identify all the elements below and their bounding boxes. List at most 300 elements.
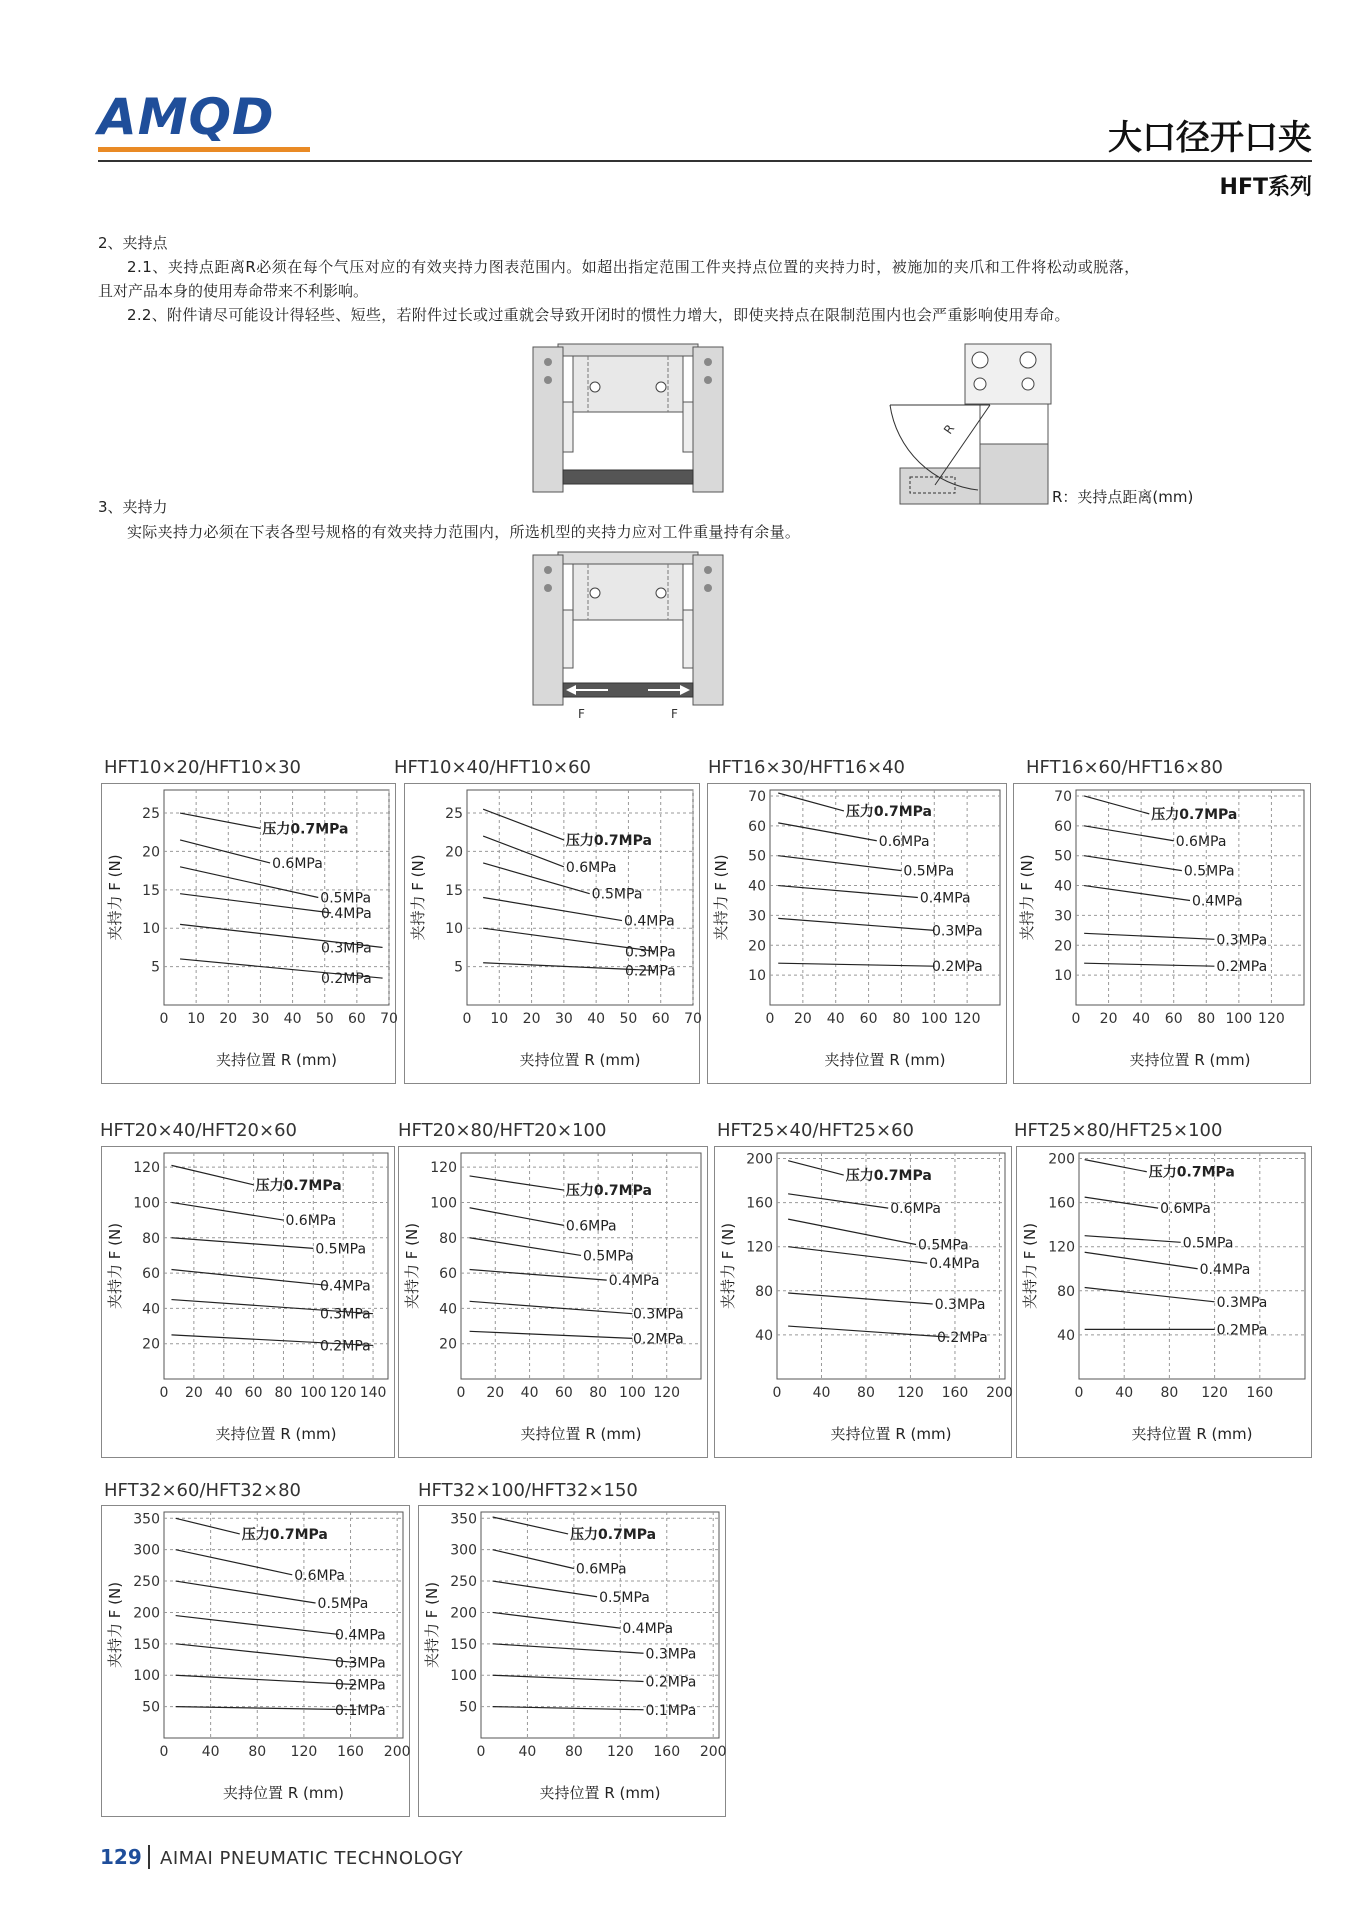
series-label: 0.3MPa bbox=[625, 944, 676, 961]
series-line-2 bbox=[493, 1581, 597, 1597]
y-tick-label: 120 bbox=[1048, 1239, 1075, 1256]
y-tick-label: 25 bbox=[142, 806, 160, 823]
y-tick-label: 10 bbox=[1054, 968, 1072, 985]
page-number: 129 bbox=[100, 1845, 142, 1869]
series-line-3 bbox=[180, 894, 331, 913]
series-line-1 bbox=[176, 1550, 293, 1575]
series-label: 0.5MPa bbox=[599, 1589, 650, 1606]
series-line-2 bbox=[176, 1581, 316, 1603]
x-tick-label: 0 bbox=[462, 1011, 472, 1027]
y-tick-label: 60 bbox=[1054, 818, 1072, 835]
series-line-4 bbox=[493, 1644, 644, 1653]
y-tick-label: 20 bbox=[1054, 938, 1072, 955]
x-tick-label: 50 bbox=[315, 1011, 334, 1027]
series-line-0 bbox=[778, 793, 844, 811]
footer-company: AIMAI PNEUMATIC TECHNOLOGY bbox=[160, 1848, 464, 1869]
series-line-4 bbox=[1085, 1287, 1215, 1301]
series-label: 0.4MPa bbox=[929, 1256, 980, 1273]
series-label: 0.5MPa bbox=[583, 1248, 634, 1265]
series-label: 0.5MPa bbox=[317, 1596, 369, 1613]
series-line-5 bbox=[493, 1675, 644, 1681]
chart-title-10: HFT32×100/HFT32×150 bbox=[418, 1480, 638, 1501]
series-label: 0.5MPa bbox=[315, 1241, 367, 1258]
chart-4 bbox=[1013, 783, 1311, 1084]
y-tick-label: 100 bbox=[133, 1195, 160, 1212]
series-label: 0.2MPa bbox=[937, 1330, 988, 1347]
y-tick-label: 70 bbox=[1054, 788, 1072, 805]
chart-3 bbox=[707, 783, 1007, 1084]
y-tick-label: 40 bbox=[1057, 1327, 1075, 1344]
x-tick-label: 20 bbox=[793, 1011, 812, 1027]
series-label: 压力0.7MPa bbox=[845, 1168, 932, 1185]
x-tick-label: 60 bbox=[1164, 1011, 1183, 1027]
series-label: 0.6MPa bbox=[575, 1561, 627, 1578]
y-tick-label: 160 bbox=[746, 1195, 773, 1212]
x-tick-label: 80 bbox=[248, 1744, 267, 1760]
section3-text: 实际夹持力必须在下表各型号规格的有效夹持力范围内，所选机型的夹持力应对工件重量持有余量。 bbox=[127, 523, 801, 541]
y-tick-label: 5 bbox=[454, 959, 463, 976]
series-label: 0.4MPa bbox=[623, 913, 675, 930]
chart-title-5: HFT20×40/HFT20×60 bbox=[100, 1120, 297, 1141]
section3-heading: 3、夹持力 bbox=[98, 498, 168, 516]
series-label: 0.3MPa bbox=[320, 1306, 371, 1323]
chart-2 bbox=[404, 783, 700, 1084]
series-label: 0.5MPa bbox=[1182, 1235, 1234, 1252]
chart-title-2: HFT10×40/HFT10×60 bbox=[394, 757, 591, 778]
r-dimension-label: R bbox=[940, 421, 958, 437]
gripper-side-drawing bbox=[870, 340, 1055, 510]
x-axis-label: 夹持位置 R (mm) bbox=[223, 1784, 344, 1802]
x-tick-label: 60 bbox=[554, 1385, 573, 1401]
series-line-1 bbox=[470, 1208, 564, 1226]
y-axis-label: 夹持力 F (N) bbox=[1018, 854, 1036, 941]
y-tick-label: 80 bbox=[142, 1230, 160, 1247]
x-tick-label: 40 bbox=[201, 1744, 220, 1760]
series-line-3 bbox=[493, 1612, 621, 1628]
series-label: 0.3MPa bbox=[645, 1646, 697, 1663]
y-tick-label: 300 bbox=[133, 1542, 160, 1559]
x-tick-label: 120 bbox=[953, 1011, 981, 1027]
x-tick-label: 100 bbox=[920, 1011, 948, 1027]
y-tick-label: 200 bbox=[133, 1605, 160, 1622]
x-tick-label: 0 bbox=[159, 1011, 169, 1027]
y-tick-label: 10 bbox=[142, 921, 160, 938]
y-tick-label: 200 bbox=[746, 1151, 773, 1168]
series-line-3 bbox=[778, 886, 918, 898]
y-tick-label: 50 bbox=[459, 1699, 477, 1716]
y-tick-label: 80 bbox=[1057, 1283, 1075, 1300]
brand-logo: AMQD bbox=[98, 88, 275, 146]
series-label: 0.4MPa bbox=[320, 1278, 371, 1295]
x-tick-label: 0 bbox=[1074, 1385, 1084, 1401]
x-tick-label: 120 bbox=[329, 1385, 357, 1401]
x-tick-label: 0 bbox=[476, 1744, 486, 1760]
x-tick-label: 0 bbox=[159, 1744, 169, 1760]
y-tick-label: 20 bbox=[142, 1336, 160, 1353]
y-tick-label: 10 bbox=[445, 921, 463, 938]
series-line-5 bbox=[778, 963, 934, 966]
y-tick-label: 120 bbox=[430, 1160, 457, 1177]
y-tick-label: 350 bbox=[133, 1511, 160, 1528]
x-tick-label: 20 bbox=[522, 1011, 541, 1027]
x-axis-label: 夹持位置 R (mm) bbox=[215, 1425, 337, 1443]
series-line-2 bbox=[1084, 856, 1182, 871]
chart-10 bbox=[418, 1505, 726, 1817]
series-label: 0.6MPa bbox=[565, 1218, 617, 1235]
x-tick-label: 200 bbox=[383, 1744, 411, 1760]
x-tick-label: 0 bbox=[772, 1385, 782, 1401]
y-tick-label: 50 bbox=[1054, 848, 1072, 865]
x-axis-label: 夹持位置 R (mm) bbox=[1129, 1051, 1251, 1069]
y-axis-label: 夹持力 F (N) bbox=[409, 854, 427, 941]
chart-svg bbox=[419, 1506, 725, 1816]
x-tick-label: 80 bbox=[1160, 1385, 1179, 1401]
series-line-3 bbox=[788, 1247, 927, 1264]
chart-title-8: HFT25×80/HFT25×100 bbox=[1014, 1120, 1223, 1141]
series-label: 压力0.7MPa bbox=[1151, 806, 1238, 823]
plot-area bbox=[1079, 1153, 1305, 1379]
series-line-2 bbox=[788, 1219, 916, 1244]
series-label: 0.4MPa bbox=[1199, 1261, 1251, 1278]
series-line-1 bbox=[788, 1194, 888, 1208]
chart-6 bbox=[398, 1146, 708, 1458]
section2-2-text: 2.2、附件请尽可能设计得轻些、短些，若附件过长或过重就会导致开闭时的惯性力增大，即使夹持点在限制范围内也会严重影响使用寿命。 bbox=[127, 306, 1070, 324]
series-label: 压力0.7MPa bbox=[241, 1526, 328, 1543]
y-tick-label: 300 bbox=[450, 1542, 477, 1559]
x-axis-label: 夹持位置 R (mm) bbox=[1131, 1425, 1253, 1443]
gripper-force-drawing bbox=[528, 550, 733, 720]
series-label: 0.2MPa bbox=[625, 963, 676, 980]
x-tick-label: 70 bbox=[380, 1011, 398, 1027]
x-tick-label: 120 bbox=[290, 1744, 318, 1760]
x-tick-label: 0 bbox=[765, 1011, 775, 1027]
x-tick-label: 200 bbox=[699, 1744, 727, 1760]
x-tick-label: 160 bbox=[337, 1744, 364, 1760]
series-line-0 bbox=[176, 1518, 240, 1534]
footer-separator bbox=[148, 1845, 150, 1869]
y-tick-label: 150 bbox=[450, 1636, 477, 1653]
y-tick-label: 50 bbox=[142, 1699, 160, 1716]
series-label: 0.3MPa bbox=[321, 940, 372, 957]
series-label: 0.3MPa bbox=[1216, 1294, 1268, 1311]
y-tick-label: 60 bbox=[439, 1266, 457, 1283]
x-tick-label: 120 bbox=[897, 1385, 924, 1401]
force-label-left: F bbox=[578, 707, 585, 721]
series-label: 0.5MPa bbox=[320, 890, 372, 907]
y-tick-label: 120 bbox=[133, 1160, 160, 1177]
x-tick-label: 120 bbox=[606, 1744, 634, 1760]
x-tick-label: 40 bbox=[587, 1011, 606, 1027]
series-label: 0.6MPa bbox=[565, 859, 617, 876]
series-label: 压力0.7MPa bbox=[570, 1526, 657, 1543]
chart-svg bbox=[399, 1147, 707, 1457]
y-tick-label: 40 bbox=[142, 1301, 160, 1318]
y-tick-label: 30 bbox=[748, 908, 766, 925]
series-label: 0.2MPa bbox=[321, 971, 372, 988]
chart-title-7: HFT25×40/HFT25×60 bbox=[717, 1120, 914, 1141]
x-tick-label: 160 bbox=[941, 1385, 969, 1401]
series-label: 0.5MPa bbox=[918, 1237, 969, 1254]
y-tick-label: 20 bbox=[445, 844, 463, 861]
x-tick-label: 160 bbox=[1246, 1385, 1274, 1401]
series-label: 压力0.7MPa bbox=[845, 803, 933, 820]
y-axis-label: 夹持力 F (N) bbox=[106, 1581, 124, 1669]
series-label: 0.6MPa bbox=[1175, 833, 1227, 850]
series-line-3 bbox=[171, 1270, 328, 1286]
series-label: 0.3MPa bbox=[335, 1655, 386, 1672]
y-tick-label: 80 bbox=[439, 1230, 457, 1247]
series-label: 0.4MPa bbox=[608, 1273, 660, 1290]
x-tick-label: 100 bbox=[619, 1385, 646, 1401]
x-tick-label: 40 bbox=[214, 1385, 233, 1401]
x-tick-label: 20 bbox=[184, 1385, 203, 1401]
y-axis-label: 夹持力 F (N) bbox=[403, 1222, 421, 1310]
chart-title-1: HFT10×20/HFT10×30 bbox=[104, 757, 301, 778]
chart-title-3: HFT16×30/HFT16×40 bbox=[708, 757, 905, 778]
series-line-4 bbox=[470, 1301, 633, 1313]
series-line-5 bbox=[788, 1326, 949, 1337]
x-tick-label: 120 bbox=[653, 1385, 681, 1401]
chart-svg bbox=[715, 1147, 1011, 1457]
x-tick-label: 40 bbox=[283, 1011, 302, 1027]
y-tick-label: 100 bbox=[450, 1668, 477, 1685]
series-line-0 bbox=[483, 809, 564, 840]
x-tick-label: 30 bbox=[251, 1011, 270, 1027]
series-line-2 bbox=[470, 1238, 581, 1256]
x-tick-label: 80 bbox=[274, 1385, 293, 1401]
y-tick-label: 70 bbox=[748, 788, 766, 805]
chart-title-6: HFT20×80/HFT20×100 bbox=[398, 1120, 607, 1141]
series-line-3 bbox=[470, 1270, 607, 1281]
chart-title-4: HFT16×60/HFT16×80 bbox=[1026, 757, 1223, 778]
header-divider bbox=[98, 160, 1312, 162]
chart-svg bbox=[1014, 784, 1310, 1083]
x-tick-label: 200 bbox=[986, 1385, 1013, 1401]
y-axis-label: 夹持力 F (N) bbox=[423, 1581, 441, 1669]
y-axis-label: 夹持力 F (N) bbox=[106, 854, 124, 941]
series-label: 0.2MPa bbox=[1216, 1322, 1268, 1339]
y-tick-label: 25 bbox=[445, 806, 463, 823]
gripper-drawing-top bbox=[528, 342, 733, 502]
section2-1-line2: 且对产品本身的使用寿命带来不利影响。 bbox=[98, 282, 369, 300]
series-label: 0.3MPa bbox=[934, 1297, 986, 1314]
series-line-0 bbox=[171, 1165, 253, 1184]
series-line-4 bbox=[778, 918, 934, 930]
series-line-3 bbox=[176, 1616, 339, 1635]
series-label: 0.6MPa bbox=[272, 855, 323, 872]
series-label: 0.2MPa bbox=[633, 1331, 684, 1348]
x-tick-label: 60 bbox=[244, 1385, 263, 1401]
x-tick-label: 0 bbox=[456, 1385, 466, 1401]
y-tick-label: 20 bbox=[748, 938, 766, 955]
series-label: 0.6MPa bbox=[285, 1213, 337, 1230]
x-axis-label: 夹持位置 R (mm) bbox=[216, 1051, 337, 1069]
x-tick-label: 20 bbox=[1099, 1011, 1118, 1027]
x-tick-label: 80 bbox=[564, 1744, 583, 1760]
x-axis-label: 夹持位置 R (mm) bbox=[824, 1051, 946, 1069]
series-label: 0.3MPa bbox=[1216, 932, 1268, 949]
x-tick-label: 40 bbox=[1115, 1385, 1134, 1401]
chart-9 bbox=[101, 1505, 410, 1817]
x-tick-label: 160 bbox=[653, 1744, 681, 1760]
x-tick-label: 60 bbox=[651, 1011, 670, 1027]
section2-heading: 2、夹持点 bbox=[98, 234, 168, 252]
y-tick-label: 100 bbox=[430, 1195, 457, 1212]
y-tick-label: 30 bbox=[1054, 908, 1072, 925]
y-tick-label: 20 bbox=[142, 844, 160, 861]
series-label: 0.3MPa bbox=[932, 923, 983, 940]
y-tick-label: 15 bbox=[445, 882, 463, 899]
series-label: 0.2MPa bbox=[932, 959, 983, 976]
y-tick-label: 100 bbox=[133, 1668, 160, 1685]
y-tick-label: 200 bbox=[450, 1605, 477, 1622]
series-line-0 bbox=[788, 1161, 844, 1175]
r-caption: R：夹持点距离(mm) bbox=[1052, 488, 1194, 506]
series-label: 0.1MPa bbox=[645, 1702, 697, 1719]
y-tick-label: 350 bbox=[450, 1511, 477, 1528]
y-tick-label: 40 bbox=[1054, 878, 1072, 895]
series-label: 0.4MPa bbox=[622, 1621, 674, 1638]
y-tick-label: 5 bbox=[151, 959, 160, 976]
series-line-2 bbox=[778, 856, 901, 871]
series-line-0 bbox=[180, 813, 260, 828]
x-axis-label: 夹持位置 R (mm) bbox=[520, 1425, 642, 1443]
x-tick-label: 80 bbox=[857, 1385, 875, 1401]
y-tick-label: 60 bbox=[142, 1266, 160, 1283]
series-label: 压力0.7MPa bbox=[262, 821, 349, 838]
x-tick-label: 120 bbox=[1258, 1011, 1285, 1027]
y-tick-label: 20 bbox=[439, 1336, 457, 1353]
x-tick-label: 80 bbox=[892, 1011, 911, 1027]
x-tick-label: 80 bbox=[1197, 1011, 1216, 1027]
x-tick-label: 100 bbox=[299, 1385, 327, 1401]
series-label: 0.6MPa bbox=[890, 1201, 941, 1218]
chart-8 bbox=[1016, 1146, 1312, 1458]
x-tick-label: 70 bbox=[684, 1011, 702, 1027]
series-line-4 bbox=[176, 1644, 357, 1663]
series-line-0 bbox=[493, 1517, 568, 1534]
chart-svg bbox=[708, 784, 1006, 1083]
y-tick-label: 200 bbox=[1048, 1151, 1075, 1168]
y-tick-label: 160 bbox=[1048, 1195, 1075, 1212]
series-line-5 bbox=[1084, 963, 1214, 966]
series-line-3 bbox=[1085, 1252, 1198, 1269]
x-tick-label: 0 bbox=[1071, 1011, 1081, 1027]
series-title: HFT系列 bbox=[1219, 175, 1312, 200]
series-label: 0.4MPa bbox=[335, 1627, 386, 1644]
series-label: 0.1MPa bbox=[335, 1702, 386, 1719]
series-label: 0.5MPa bbox=[1183, 863, 1235, 880]
y-tick-label: 60 bbox=[748, 818, 766, 835]
chart-svg bbox=[102, 784, 398, 1083]
series-line-4 bbox=[1084, 933, 1214, 939]
chart-svg bbox=[102, 1147, 394, 1457]
y-tick-label: 250 bbox=[133, 1574, 160, 1591]
x-tick-label: 10 bbox=[187, 1011, 206, 1027]
series-label: 0.5MPa bbox=[591, 886, 643, 903]
series-label: 0.4MPa bbox=[321, 905, 372, 922]
series-line-0 bbox=[470, 1176, 564, 1190]
series-label: 0.3MPa bbox=[633, 1306, 684, 1323]
series-label: 0.6MPa bbox=[1160, 1201, 1211, 1218]
y-tick-label: 40 bbox=[755, 1327, 773, 1344]
chart-title-9: HFT32×60/HFT32×80 bbox=[104, 1480, 301, 1501]
x-tick-label: 20 bbox=[486, 1385, 505, 1401]
y-tick-label: 15 bbox=[142, 882, 160, 899]
series-label: 0.6MPa bbox=[294, 1567, 345, 1584]
series-line-1 bbox=[493, 1550, 574, 1569]
series-label: 压力0.7MPa bbox=[565, 1183, 652, 1200]
logo-underline bbox=[98, 147, 310, 152]
y-axis-label: 夹持力 F (N) bbox=[712, 854, 730, 941]
series-label: 0.6MPa bbox=[878, 833, 930, 850]
x-tick-label: 20 bbox=[219, 1011, 238, 1027]
x-axis-label: 夹持位置 R (mm) bbox=[539, 1784, 661, 1802]
y-tick-label: 10 bbox=[748, 968, 766, 985]
series-line-5 bbox=[470, 1331, 633, 1338]
x-tick-label: 60 bbox=[859, 1011, 878, 1027]
series-label: 0.2MPa bbox=[1216, 959, 1268, 976]
y-tick-label: 150 bbox=[133, 1636, 160, 1653]
series-label: 0.2MPa bbox=[645, 1674, 697, 1691]
chart-1 bbox=[101, 783, 396, 1084]
series-line-2 bbox=[1085, 1236, 1181, 1243]
x-axis-label: 夹持位置 R (mm) bbox=[830, 1425, 952, 1443]
x-axis-label: 夹持位置 R (mm) bbox=[519, 1051, 641, 1069]
series-line-4 bbox=[788, 1293, 933, 1304]
chart-7 bbox=[714, 1146, 1012, 1458]
series-line-1 bbox=[1084, 826, 1174, 841]
x-tick-label: 120 bbox=[1201, 1385, 1228, 1401]
chart-svg bbox=[405, 784, 702, 1083]
x-tick-label: 140 bbox=[359, 1385, 387, 1401]
chart-svg bbox=[1017, 1147, 1311, 1457]
x-tick-label: 60 bbox=[347, 1011, 366, 1027]
series-label: 压力0.7MPa bbox=[565, 832, 652, 849]
x-tick-label: 50 bbox=[619, 1011, 638, 1027]
x-tick-label: 40 bbox=[1132, 1011, 1151, 1027]
series-label: 0.2MPa bbox=[320, 1338, 371, 1355]
x-tick-label: 40 bbox=[826, 1011, 845, 1027]
series-line-2 bbox=[171, 1238, 313, 1249]
x-tick-label: 40 bbox=[518, 1744, 537, 1760]
force-label-right: F bbox=[671, 707, 678, 721]
x-tick-label: 100 bbox=[1225, 1011, 1253, 1027]
y-axis-label: 夹持力 F (N) bbox=[106, 1222, 124, 1310]
series-line-1 bbox=[171, 1202, 283, 1220]
y-tick-label: 120 bbox=[746, 1239, 773, 1256]
x-tick-label: 80 bbox=[589, 1385, 608, 1401]
series-label: 0.4MPa bbox=[1192, 893, 1243, 910]
x-tick-label: 30 bbox=[554, 1011, 573, 1027]
y-tick-label: 80 bbox=[755, 1283, 773, 1300]
x-tick-label: 0 bbox=[159, 1385, 169, 1401]
x-tick-label: 10 bbox=[490, 1011, 509, 1027]
series-line-0 bbox=[1085, 1160, 1147, 1172]
x-tick-label: 40 bbox=[812, 1385, 831, 1401]
series-label: 0.4MPa bbox=[919, 890, 971, 907]
y-axis-label: 夹持力 F (N) bbox=[1021, 1222, 1039, 1310]
y-axis-label: 夹持力 F (N) bbox=[719, 1222, 737, 1310]
y-tick-label: 40 bbox=[439, 1301, 457, 1318]
series-line-5 bbox=[176, 1675, 357, 1684]
series-label: 0.5MPa bbox=[903, 863, 955, 880]
y-tick-label: 50 bbox=[748, 848, 766, 865]
series-label: 压力0.7MPa bbox=[1148, 1164, 1235, 1181]
series-line-0 bbox=[1084, 796, 1149, 814]
y-tick-label: 40 bbox=[748, 878, 766, 895]
chart-5 bbox=[101, 1146, 395, 1458]
